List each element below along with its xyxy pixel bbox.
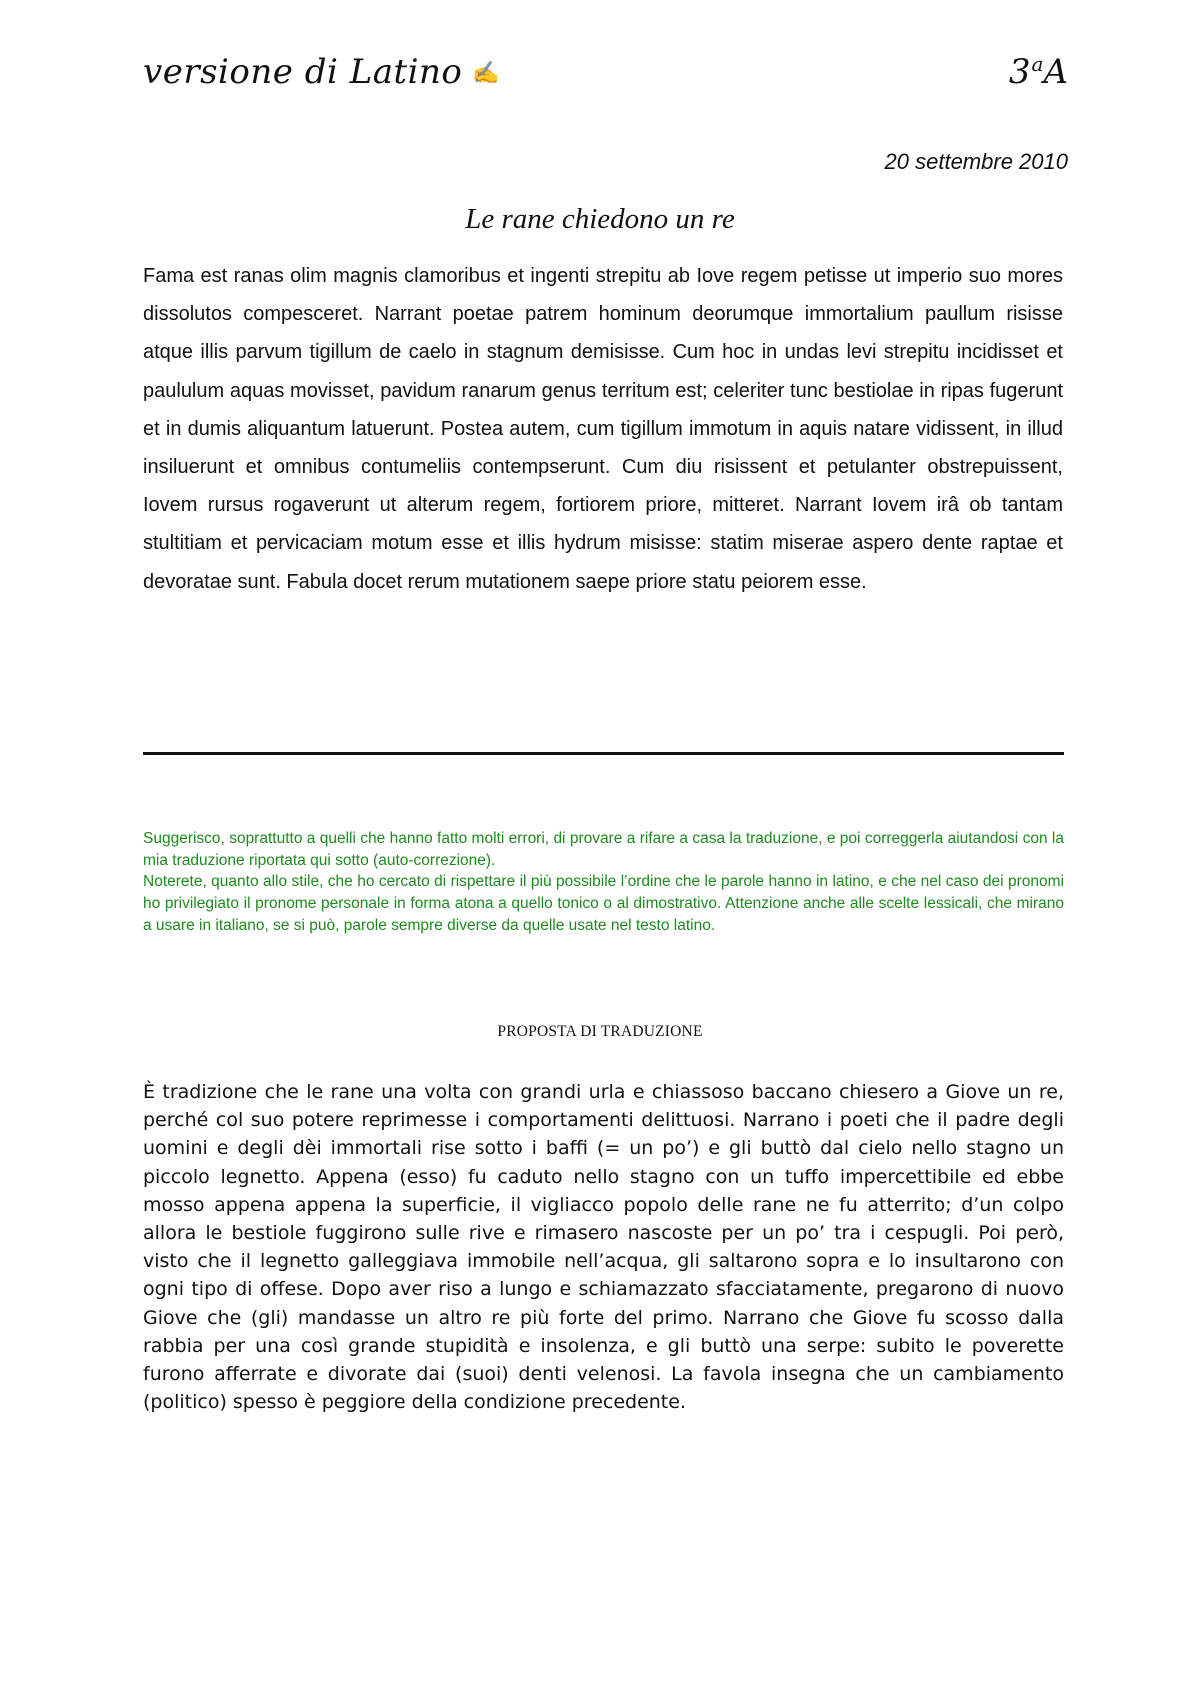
class-number: 3 [1008,52,1031,92]
latin-passage: Fama est ranas olim magnis clamoribus et ingenti strepitu ab Iove regem petisse ut imperio suo mores dissolutos compesceret. Narrant poetae patrem hominum deorumque immortalium paullum risisse atque illis parvum tigillum de caelo in stagnum demisisse. Cum hoc in undas levi strepitu incidisset et paululum aquas movisset, pavidum ranarum genus territum est; celeriter tunc bestiolae in ripas fugerunt et in dumis aliquantum latuerunt. Postea autem, cum tigillum immotum in aquis natare vidissent, in illud insiluerunt et omnibus contumeliis contempserunt. Cum diu risissent et petulanter obstrepuissent, Iovem rursus rogaverunt ut alterum regem, fortiorem priore, mitteret. Narrant Iovem irâ ob tantam stultitiam et pervicaciam motum esse et illis hydrum misisse: statim miserae aspero dente raptae et devoratae sunt. Fabula docet rerum mutationem saepe priore statu peiorem esse. [143,265,1063,593]
class-suffix: a [1031,52,1044,76]
teacher-note-paragraph: Noterete, quanto allo stile, che ho cercato di rispettare il più possibile l’ordine che le parole hanno in latino, e che nel caso dei pronomi ho privilegiato il pronome personale in forma atona a quello tonico o al dimostrativo. Attenzione anche alle scelte lessicali, che mirano a usare in italiano, se si può, parole sempre diverse da quelle usate nel testo latino. [143,873,1064,934]
teacher-note-paragraph: Suggerisco, soprattutto a quelli che hanno fatto molti errori, di provare a rifare a casa la traduzione, e poi correggerla aiutandosi con la mia traduzione riportata qui sotto (auto-correzione). [143,830,1064,869]
header-title-text: versione di Latino [143,52,463,92]
header-title [143,52,500,92]
section-divider [143,752,1064,755]
translation-passage: È tradizione che le rane una volta con grandi urla e chiassoso baccano chiesero a Giove un re, perché col suo potere reprimesse i comportamenti delittuosi. Narrano i poeti che il padre degli uomini e degli dèi immortali rise sotto i baffi (= un po’) e gli buttò dal cielo nello stagno un piccolo legnetto. Appena (esso) fu caduto nello stagno con un tuffo impercettibile ed ebbe mosso appena appena la superficie, il vigliacco popolo delle rane ne fu atterrito; d’un colpo allora le bestiole fuggirono sulle rive e rimasero nascoste per un po’ tra i cespugli. Poi però, visto che il legnetto galleggiava immobile nell’acqua, gli saltarono sopra e lo insultarono con ogni tipo di offese. Dopo aver riso a lungo e schiamazzato sfacciatamente, pregarono di nuovo Giove che (gli) mandasse un altro re più forte del primo. Narrano che Giove fu scosso dalla rabbia per una così grande stupidità e insolenza, e gli buttò una serpe: subito le poverette furono afferrate e divorate dai (suoi) denti velenosi. La favola insegna che un cambiamento (politico) spesso è peggiore della condizione precedente. [143,1081,1064,1414]
quill-icon: ✍ [472,61,501,86]
class-label [1009,52,1068,92]
document-date: 20 settembre 2010 [884,149,1068,174]
teacher-note [143,828,1064,937]
page-title: Le rane chiedono un re [465,203,735,235]
translation-heading: PROPOSTA DI TRADUZIONE [497,1023,703,1040]
class-letter: A [1043,52,1068,92]
